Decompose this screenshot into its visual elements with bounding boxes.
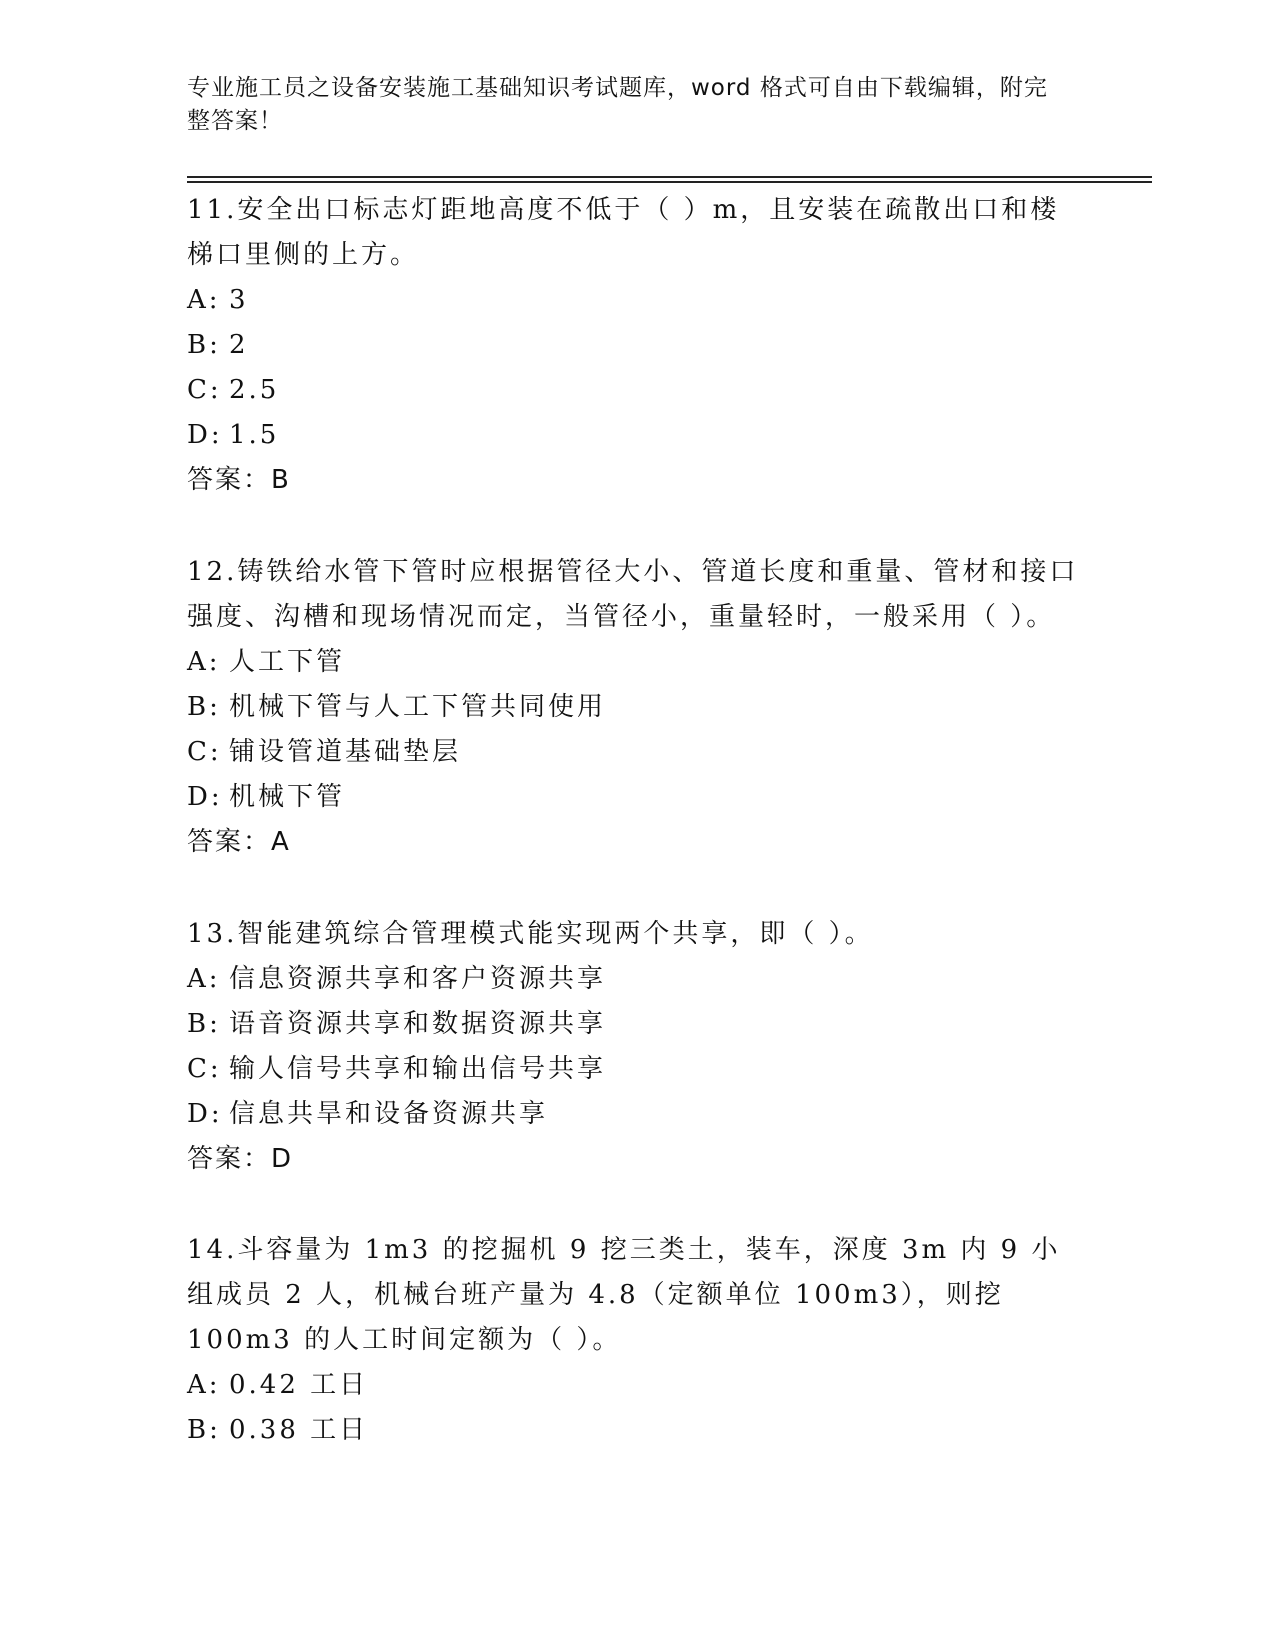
option-b: [187, 323, 1087, 368]
question-stem: 12.铸铁给水管下管时应根据管径大小、管道长度和重量、管材和接口强度、沟槽和现场情况而定，当管径小，重量轻时，一般采用（ ）。: [187, 557, 1079, 632]
option-text: 输人信号共享和输出信号共享: [229, 1054, 607, 1084]
option-b: [187, 685, 1087, 730]
question-11: [187, 188, 1087, 503]
option-text: 信息资源共享和客户资源共享: [229, 964, 607, 994]
option-text: 信息共旱和设备资源共享: [229, 1099, 549, 1129]
option-text: 机械下管与人工下管共同使用: [229, 692, 607, 722]
option-a: [187, 278, 1087, 323]
question-stem: 13.智能建筑综合管理模式能实现两个共享，即（ ）。: [187, 919, 874, 949]
option-text: 语音资源共享和数据资源共享: [229, 1009, 607, 1039]
option-b: [187, 1408, 1087, 1453]
option-text: 2.5: [229, 375, 280, 405]
option-letter: B:: [187, 330, 221, 360]
option-letter: A:: [187, 1370, 221, 1400]
option-letter: D:: [187, 782, 223, 812]
option-letter: B:: [187, 692, 221, 722]
option-text: 0.42 工日: [229, 1370, 369, 1400]
question-14: [187, 1228, 1087, 1453]
option-letter: D:: [187, 1099, 223, 1129]
option-letter: D:: [187, 420, 223, 450]
document-header: 专业施工员之设备安装施工基础知识考试题库，word 格式可自由下载编辑，附完整答案！: [187, 75, 1048, 134]
option-a: [187, 640, 1087, 685]
option-d: [187, 413, 1087, 458]
header-divider-bottom: [187, 181, 1152, 183]
question-12: [187, 550, 1087, 865]
option-text: 2: [229, 330, 249, 360]
option-c: [187, 730, 1087, 775]
option-text: 3: [229, 285, 249, 315]
option-a: [187, 1363, 1087, 1408]
option-letter: C:: [187, 1054, 222, 1084]
answer-line: 答案：D: [187, 1144, 294, 1174]
option-letter: A:: [187, 964, 221, 994]
answer-line: 答案：B: [187, 465, 291, 495]
option-c: [187, 1047, 1087, 1092]
option-letter: A:: [187, 647, 221, 677]
option-text: 人工下管: [229, 647, 346, 677]
header-divider-top: [187, 176, 1152, 178]
answer-line: 答案：A: [187, 827, 291, 857]
option-text: 1.5: [229, 420, 280, 450]
option-letter: C:: [187, 375, 222, 405]
option-c: [187, 368, 1087, 413]
option-d: [187, 775, 1087, 820]
question-13: [187, 912, 1087, 1182]
option-letter: A:: [187, 285, 221, 315]
option-letter: B:: [187, 1415, 221, 1445]
option-text: 0.38 工日: [229, 1415, 369, 1445]
option-a: [187, 957, 1087, 1002]
option-letter: C:: [187, 737, 222, 767]
question-stem: 14.斗容量为 1m3 的挖掘机 9 挖三类土，装车，深度 3m 内 9 小组成员 2 人，机械台班产量为 4.8（定额单位 100m3），则挖 100m3 的人工时间定额为（ ）。: [187, 1235, 1061, 1355]
option-b: [187, 1002, 1087, 1047]
option-letter: B:: [187, 1009, 221, 1039]
option-text: 铺设管道基础垫层: [229, 737, 462, 767]
question-stem: 11.安全出口标志灯距地高度不低于（ ）m，且安装在疏散出口和楼梯口里侧的上方。: [187, 195, 1060, 270]
option-d: [187, 1092, 1087, 1137]
option-text: 机械下管: [229, 782, 346, 812]
